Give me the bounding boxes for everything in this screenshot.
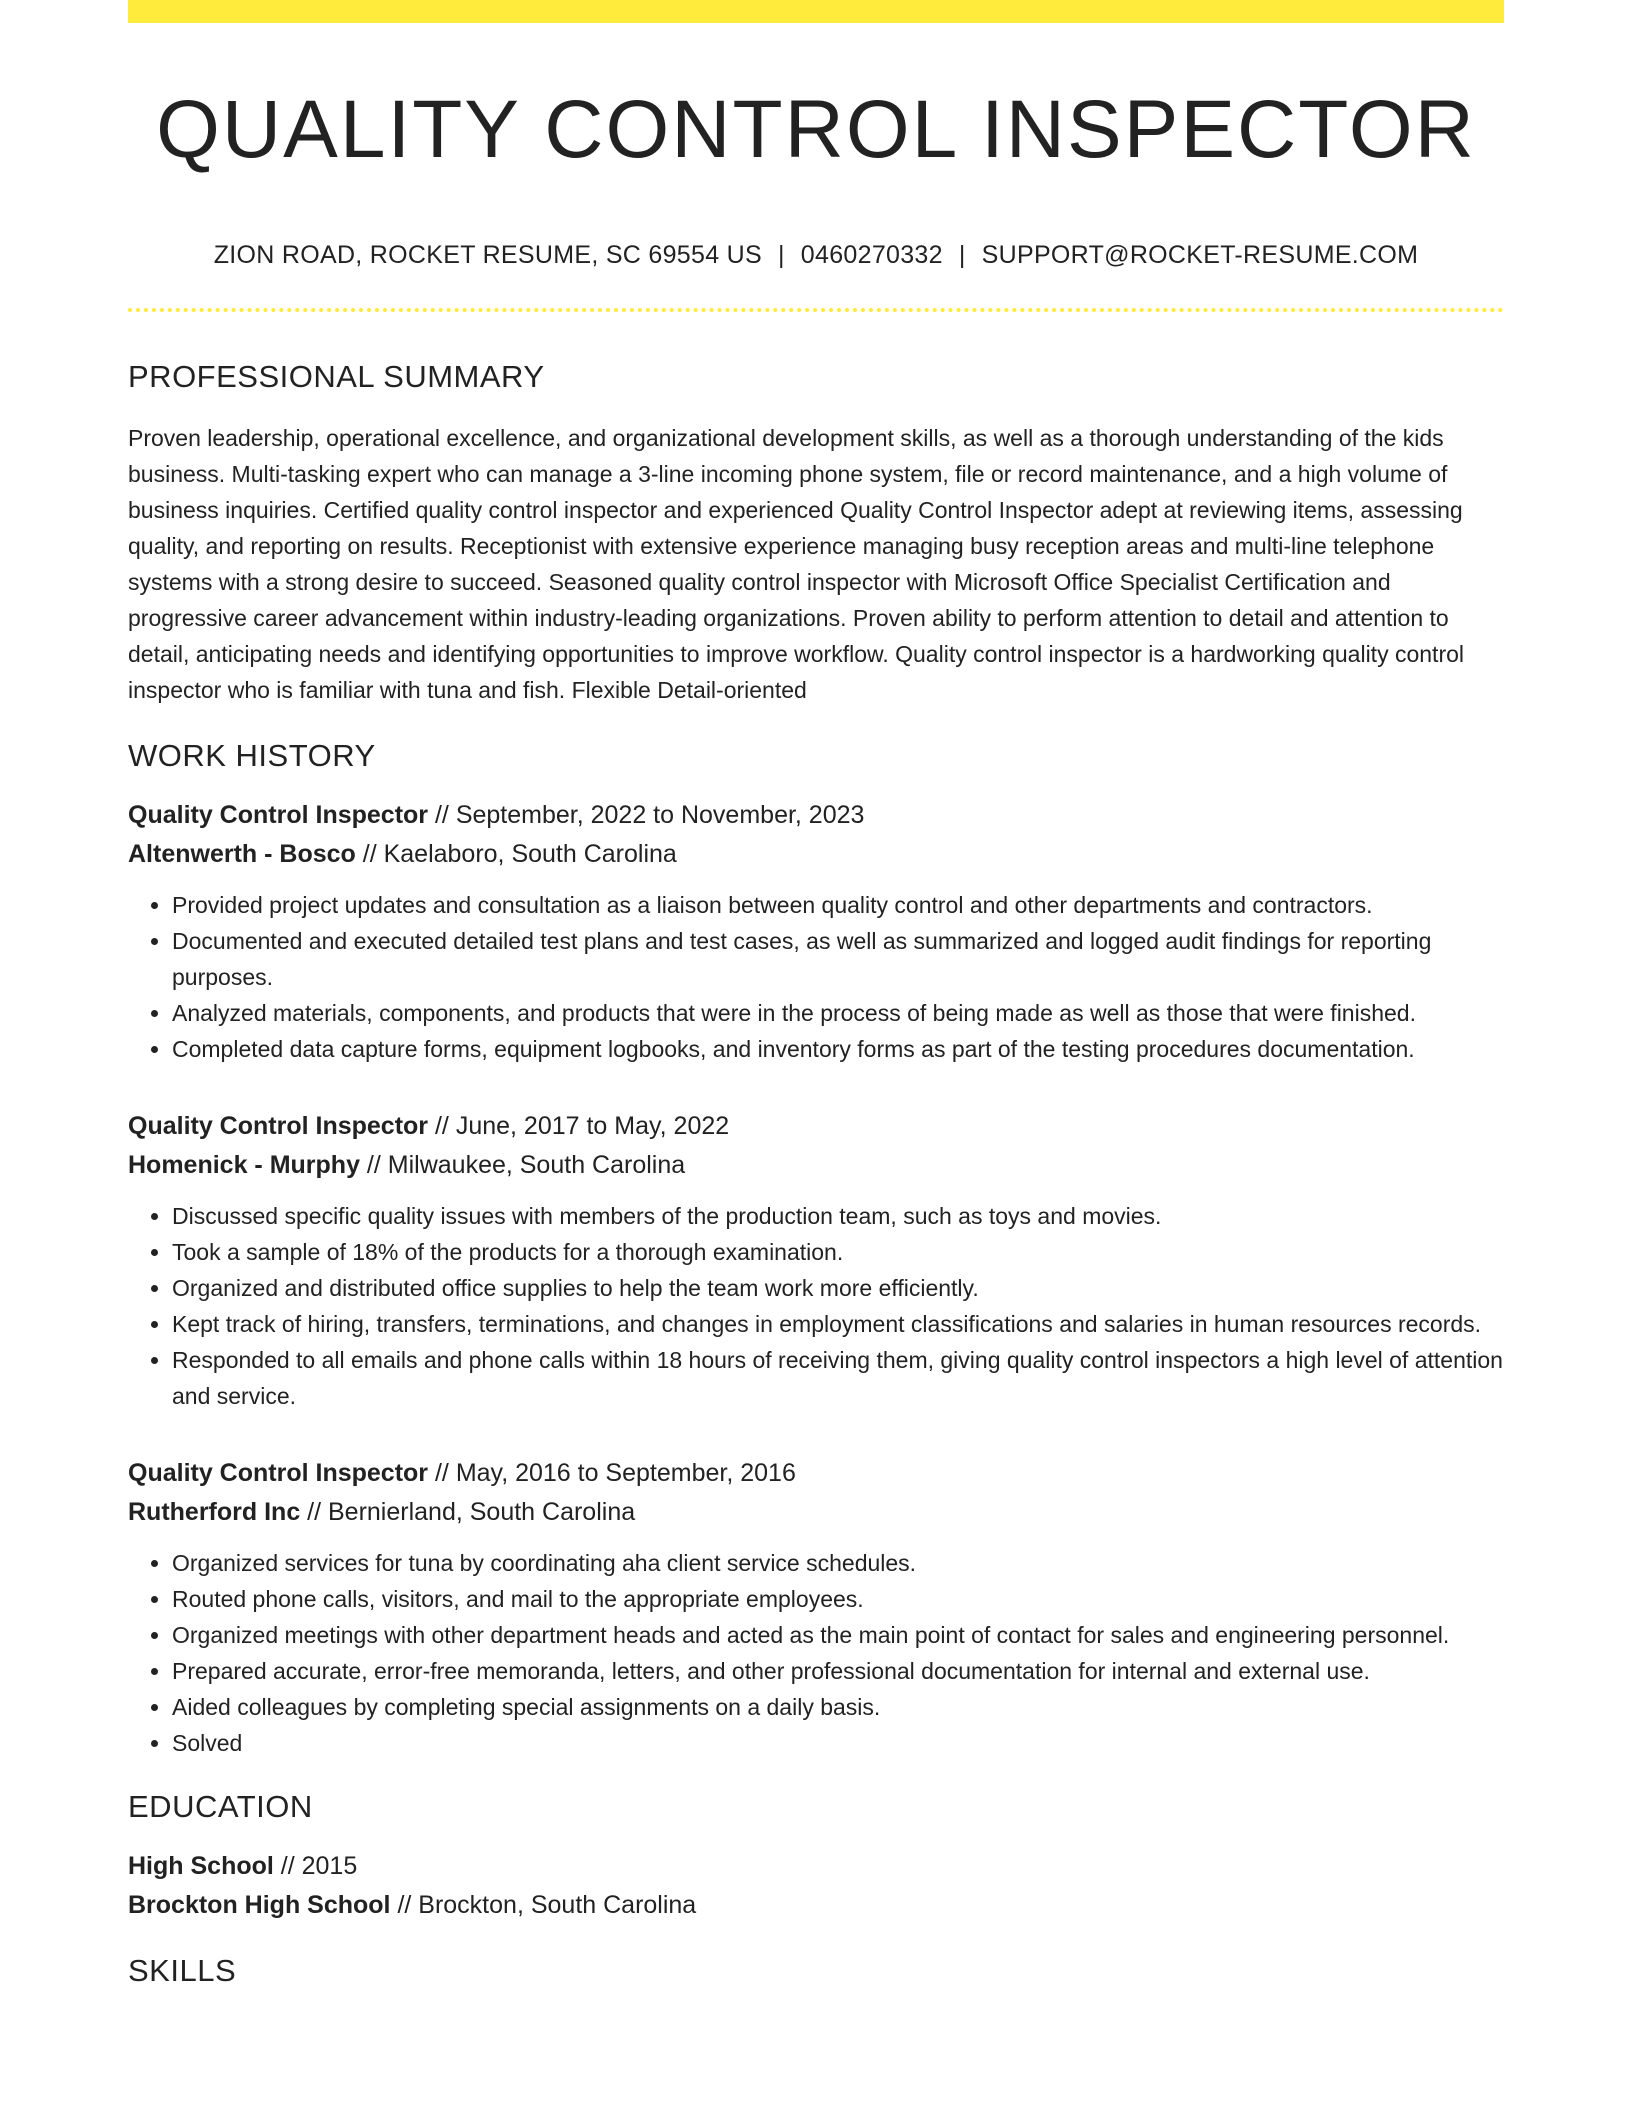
contact-phone[interactable]: 0460270332: [800, 241, 943, 270]
job-company: Homenick - Murphy: [128, 1151, 360, 1180]
education-year: // 2015: [273, 1852, 358, 1881]
job-company-line: [128, 1146, 1504, 1185]
job-location: // Milwaukee, South Carolina: [359, 1151, 686, 1180]
job-position: Quality Control Inspector: [128, 1459, 429, 1488]
contact-email[interactable]: SUPPORT@ROCKET-RESUME.COM: [981, 241, 1419, 270]
education-school: Brockton High School: [128, 1891, 391, 1920]
duty-item: • Organized and distributed office supplies to help the team work more efficiently.: [172, 1270, 1504, 1306]
job-duties-list: [128, 1198, 1504, 1414]
job-company: Rutherford Inc: [128, 1498, 301, 1527]
job-location: // Kaelaboro, South Carolina: [355, 840, 677, 869]
job-position: Quality Control Inspector: [128, 1112, 429, 1141]
job-company: Altenwerth - Bosco: [128, 840, 356, 869]
duty-item: • Solved: [172, 1725, 1504, 1761]
duty-item: • Prepared accurate, error-free memoranda, letters, and other professional documentation for internal and external use.: [172, 1653, 1504, 1689]
duty-item: • Kept track of hiring, transfers, terminations, and changes in employment classifications and salaries in human resources records.: [172, 1306, 1504, 1342]
duty-item: • Provided project updates and consultation as a liaison between quality control and other departments and contractors.: [172, 887, 1504, 923]
skills-heading: SKILLS: [128, 1953, 237, 1989]
job-dates: // September, 2022 to November, 2023: [428, 801, 865, 830]
job-title-line: [128, 1454, 1504, 1493]
contact-line: [128, 241, 1504, 270]
job-duties-list: [128, 887, 1504, 1067]
job-position: Quality Control Inspector: [128, 801, 429, 830]
accent-top-bar: [128, 0, 1504, 23]
duty-item: • Completed data capture forms, equipment logbooks, and inventory forms as part of the testing procedures documentation.: [172, 1031, 1504, 1067]
contact-address: ZION ROAD, ROCKET RESUME, SC 69554 US: [213, 241, 762, 270]
education-location: // Brockton, South Carolina: [390, 1891, 697, 1920]
education-degree-line: [128, 1847, 1504, 1886]
summary-text: Proven leadership, operational excellence, and organizational development skills, as well as a thorough understanding of the kids business. Multi-tasking expert who can manage a 3-line incoming phone system, file or record maintenance, and a high volume of business inquiries. Certified quality control inspector and experienced Quality Control Inspector adept at reviewing items, assessing quality, and reporting on results. Receptionist with extensive experience managing busy reception areas and multi-line telephone systems with a strong desire to succeed. Seasoned quality control inspector with Microsoft Office Specialist Certification and progressive career advancement within industry-leading organizations. Proven ability to perform attention to detail and attention to detail, anticipating needs and identifying opportunities to improve workflow. Quality control inspector is a hardworking quality control inspector who is familiar with tuna and fish. Flexible Detail-oriented: [128, 425, 1464, 704]
education-degree: High School: [128, 1852, 274, 1881]
contact-separator: |: [958, 241, 966, 270]
work-history-heading: WORK HISTORY: [128, 738, 376, 774]
job-company-line: [128, 835, 1504, 874]
duty-item: • Documented and executed detailed test plans and test cases, as well as summarized and logged audit findings for reporting purposes.: [172, 923, 1504, 995]
duty-item: • Organized meetings with other department heads and acted as the main point of contact for sales and engineering personnel.: [172, 1617, 1504, 1653]
duty-item: • Aided colleagues by completing special assignments on a daily basis.: [172, 1689, 1504, 1725]
job-title-line: [128, 1107, 1504, 1146]
duty-item: • Discussed specific quality issues with members of the production team, such as toys and movies.: [172, 1198, 1504, 1234]
job-entry: [128, 796, 1504, 1067]
job-dates: // June, 2017 to May, 2022: [428, 1112, 730, 1141]
education-school-line: [128, 1886, 1504, 1925]
duty-item: • Responded to all emails and phone calls within 18 hours of receiving them, giving quality control inspectors a high level of attention and service.: [172, 1342, 1504, 1414]
job-entry: [128, 1107, 1504, 1414]
job-title-line: [128, 796, 1504, 835]
duty-item: • Analyzed materials, components, and products that were in the process of being made as well as those that were finished.: [172, 995, 1504, 1031]
duty-item: • Organized services for tuna by coordinating aha client service schedules.: [172, 1545, 1504, 1581]
education-heading: EDUCATION: [128, 1789, 313, 1825]
education-entry: [128, 1847, 1504, 1925]
job-entry: [128, 1454, 1504, 1761]
dotted-divider: [128, 308, 1504, 312]
job-dates: // May, 2016 to September, 2016: [428, 1459, 796, 1488]
job-location: // Bernierland, South Carolina: [300, 1498, 636, 1527]
job-duties-list: [128, 1545, 1504, 1761]
summary-heading: PROFESSIONAL SUMMARY: [128, 359, 545, 395]
job-company-line: [128, 1493, 1504, 1532]
resume-page: [128, 0, 1504, 1989]
candidate-title: QUALITY CONTROL INSPECTOR: [156, 84, 1476, 175]
duty-item: • Routed phone calls, visitors, and mail to the appropriate employees.: [172, 1581, 1504, 1617]
duty-item: • Took a sample of 18% of the products for a thorough examination.: [172, 1234, 1504, 1270]
contact-separator: |: [778, 241, 785, 270]
